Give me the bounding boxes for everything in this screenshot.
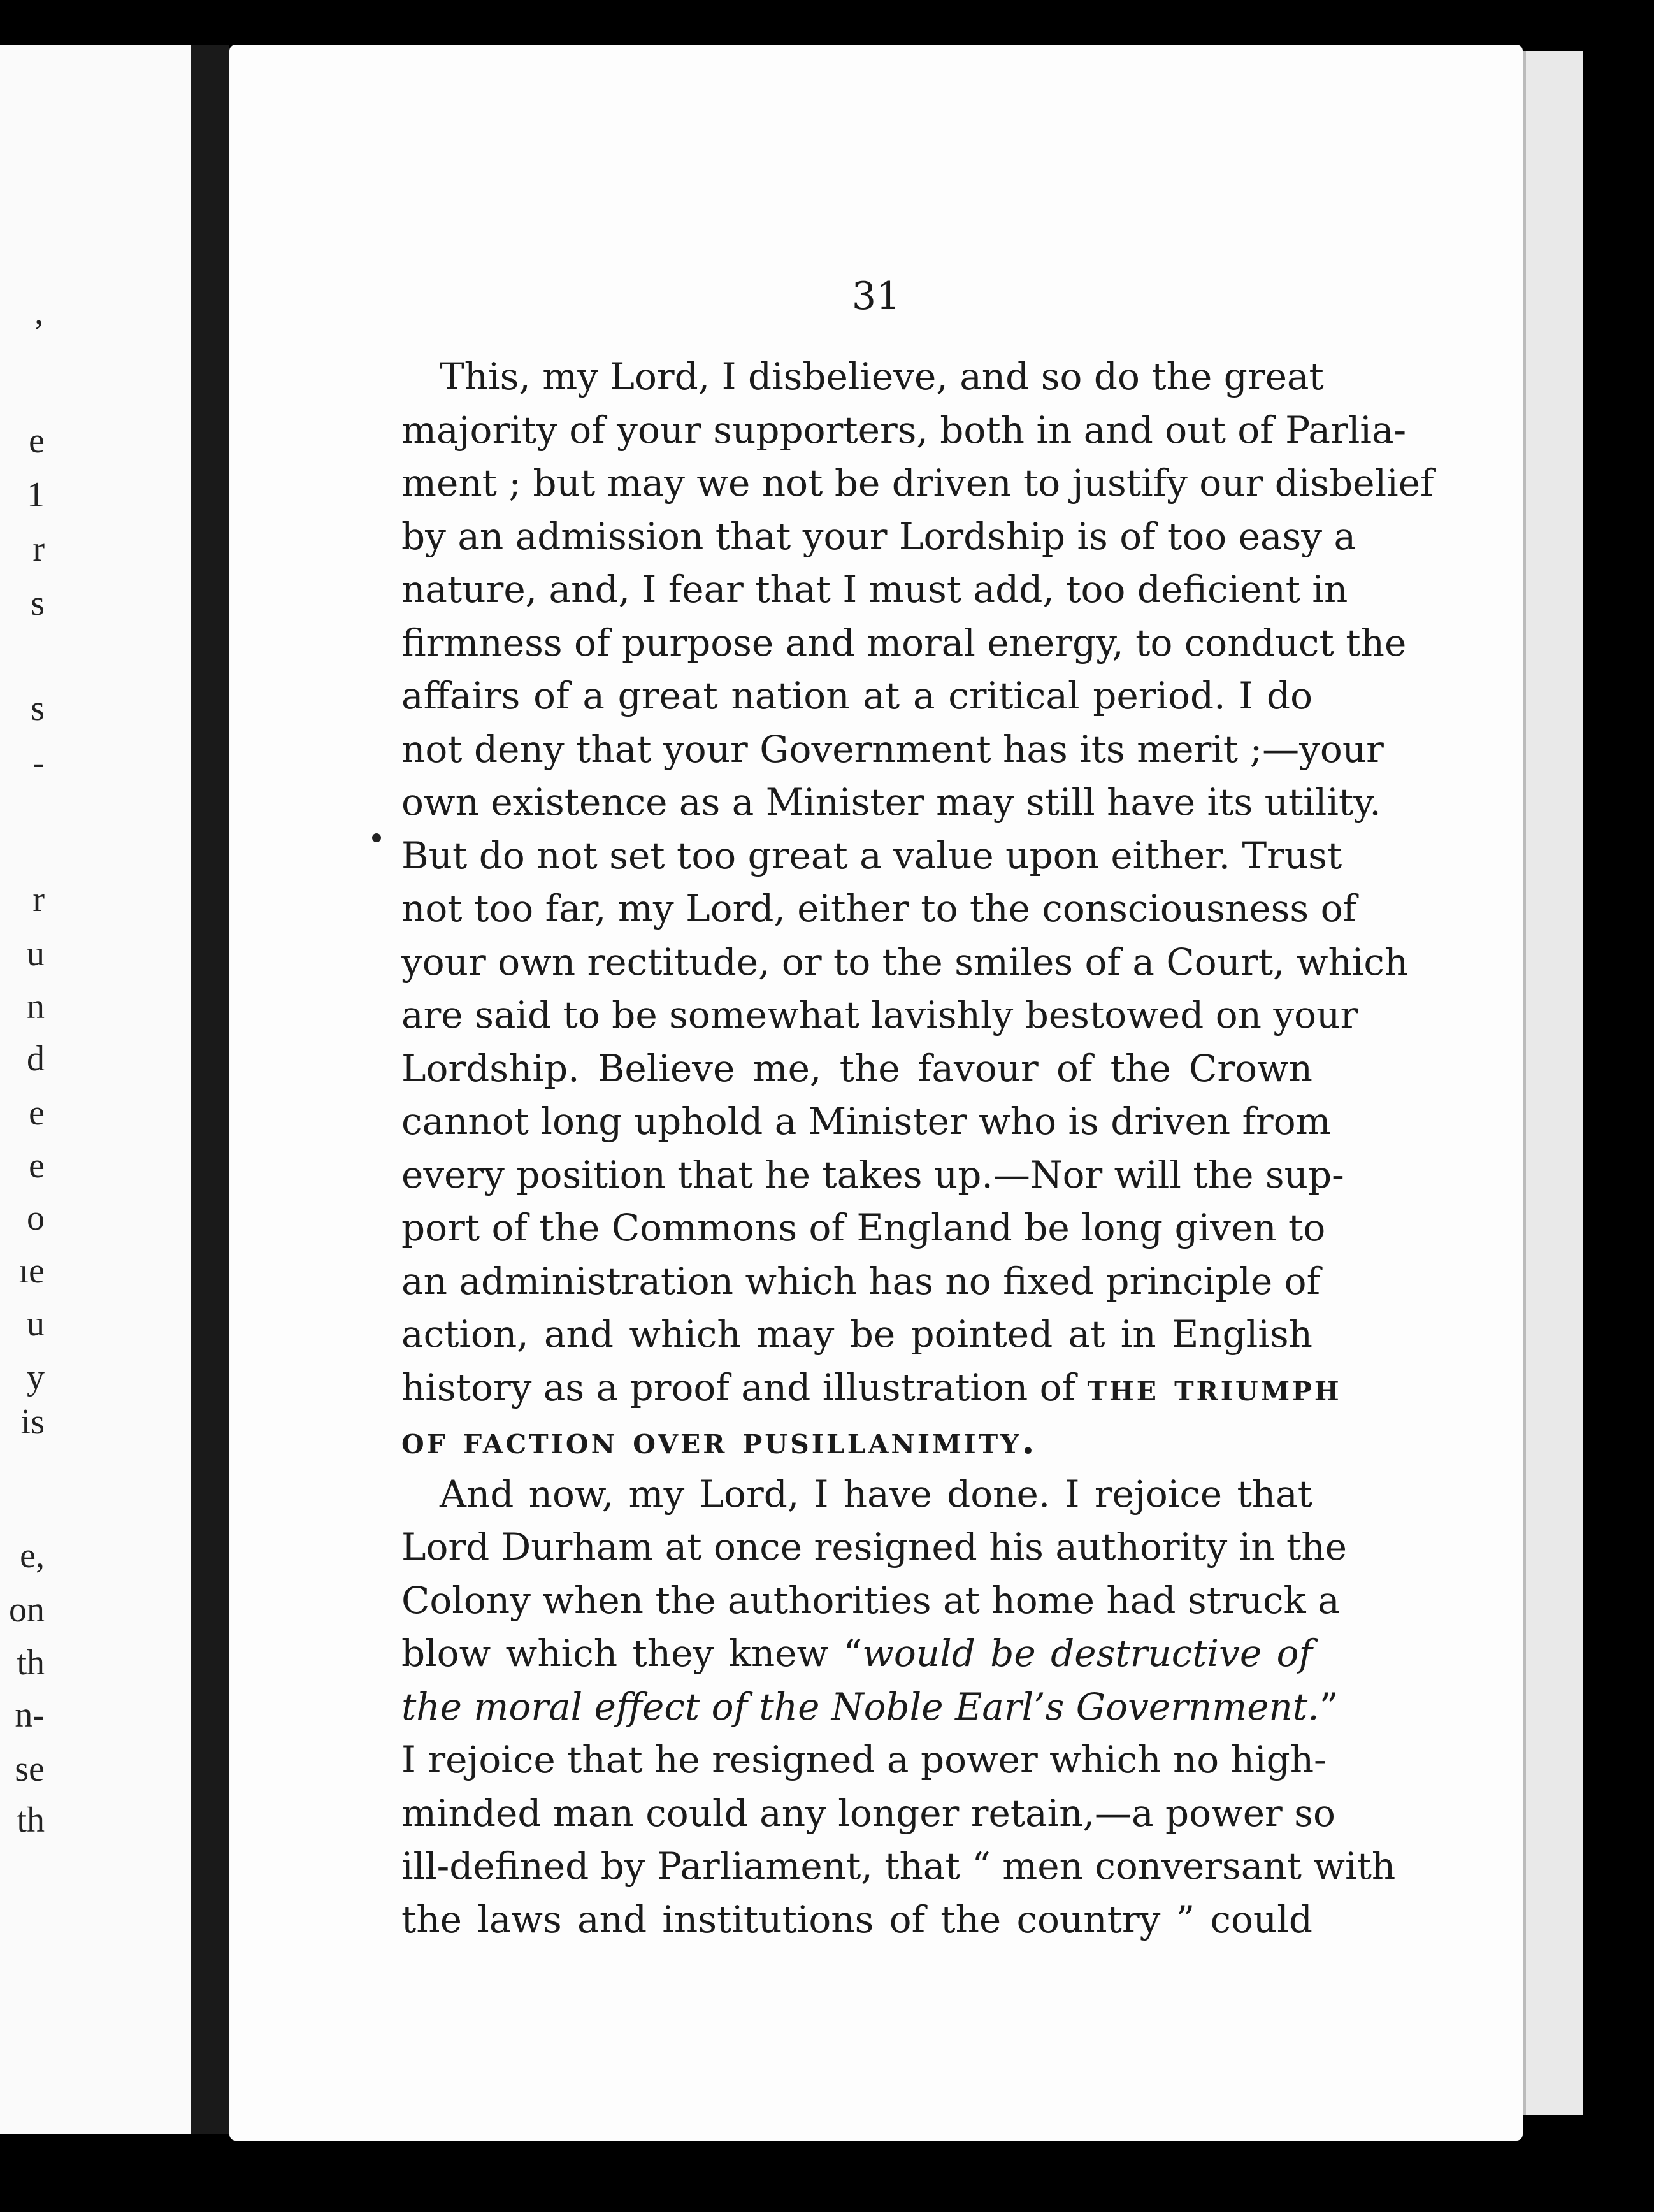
italic-quote: would be destructive of	[862, 1632, 1313, 1675]
text-fragment: history as a proof and illustration of	[401, 1365, 1076, 1409]
text-line: your own rectitude, or to the smiles of a Court, which	[401, 940, 1409, 984]
text-line	[401, 1361, 1342, 1415]
left-fragment-char: e	[29, 421, 45, 461]
left-fragment-char: y	[27, 1358, 45, 1397]
text-line: And now, my Lord, I have done. I rejoice that	[440, 1472, 1312, 1516]
text-line: ill-defined by Parliament, that “ men conversant with	[401, 1844, 1396, 1888]
left-fragment-char: th	[17, 1643, 45, 1683]
text-line: But do not set too great a value upon either. Trust	[401, 833, 1342, 877]
text-line	[401, 1681, 1339, 1734]
text-line: Lordship. Believe me, the favour of the Crown	[401, 1046, 1312, 1090]
left-fragment-char: ’	[32, 313, 45, 352]
text-line: I rejoice that he resigned a power which no high-	[401, 1738, 1327, 1781]
text-line: affairs of a great nation at a critical period. I do	[401, 674, 1312, 717]
text-line: action, and which may be pointed at in English	[401, 1312, 1312, 1356]
left-fragment-char: is	[20, 1402, 45, 1442]
text-line: are said to be somewhat lavishly bestowed on your	[401, 993, 1358, 1037]
text-line: firmness of purpose and moral energy, to conduct the	[401, 621, 1407, 664]
text-line: not deny that your Government has its merit ;—your	[401, 727, 1384, 771]
left-fragment-char: th	[17, 1800, 45, 1840]
left-fragment-char: e	[29, 1093, 45, 1133]
text-line: majority of your supporters, both in and out of Parlia-	[401, 408, 1407, 452]
margin-dot	[372, 833, 381, 842]
left-fragment-char: o	[27, 1198, 45, 1238]
italic-quote: the moral effect of the Noble Earl’s Government.	[401, 1684, 1320, 1728]
text-line: Colony when the authorities at home had struck a	[401, 1578, 1340, 1622]
text-line: own existence as a Minister may still have its utility.	[401, 780, 1381, 824]
left-fragment-char: u	[27, 934, 45, 973]
left-fragment-char: on	[9, 1590, 45, 1630]
left-fragment-char: -	[32, 743, 45, 782]
text-line: every position that he takes up.—Nor will the sup-	[401, 1153, 1344, 1196]
left-fragment-char: u	[27, 1304, 45, 1344]
left-fragment-char: se	[15, 1749, 45, 1789]
text-fragment: ”	[1319, 1684, 1339, 1728]
text-fragment: blow which they knew “	[401, 1632, 863, 1675]
text-line: Lord Durham at once resigned his authority in the	[401, 1525, 1347, 1569]
text-line: nature, and, I fear that I must add, too deficient in	[401, 568, 1348, 611]
text-line	[401, 1627, 1312, 1681]
text-line	[401, 1414, 1312, 1468]
text-line: ment ; but may we not be driven to justify our disbelief	[401, 461, 1434, 505]
left-fragment-char: e,	[20, 1536, 45, 1576]
left-fragment-char: r	[32, 880, 45, 919]
left-fragment-char: s	[31, 584, 45, 623]
text-line: by an admission that your Lordship is of too easy a	[401, 514, 1356, 558]
text-line: an administration which has no fixed principle of	[401, 1259, 1321, 1303]
text-line: cannot long uphold a Minister who is driven from	[401, 1100, 1331, 1143]
page-edge	[1523, 51, 1583, 2115]
text-line: not too far, my Lord, either to the consciousness of	[401, 887, 1356, 930]
left-fragment-char: s	[31, 689, 45, 728]
left-fragment-char: n-	[15, 1695, 45, 1735]
body-text	[401, 350, 1434, 1946]
text-line: port of the Commons of England be long given to	[401, 1206, 1326, 1249]
small-caps-text: of faction over pusillanimity.	[401, 1419, 1037, 1462]
left-fragment-char: n	[27, 987, 45, 1026]
text-line: minded man could any longer retain,—a power so	[401, 1791, 1335, 1835]
book-spine-gutter	[191, 45, 229, 2134]
left-fragment-char: ıe	[18, 1251, 45, 1291]
page	[229, 45, 1523, 2141]
left-fragment-char: d	[27, 1039, 45, 1079]
left-fragment-char: r	[32, 529, 45, 569]
left-fragment-char: 1	[27, 475, 45, 515]
text-line: This, my Lord, I disbelieve, and so do the great	[440, 355, 1324, 398]
text-line: the laws and institutions of the country ” could	[401, 1897, 1312, 1941]
small-caps-text: the triumph	[1087, 1365, 1342, 1409]
left-fragment-char: e	[29, 1146, 45, 1186]
page-number: 31	[851, 274, 901, 319]
